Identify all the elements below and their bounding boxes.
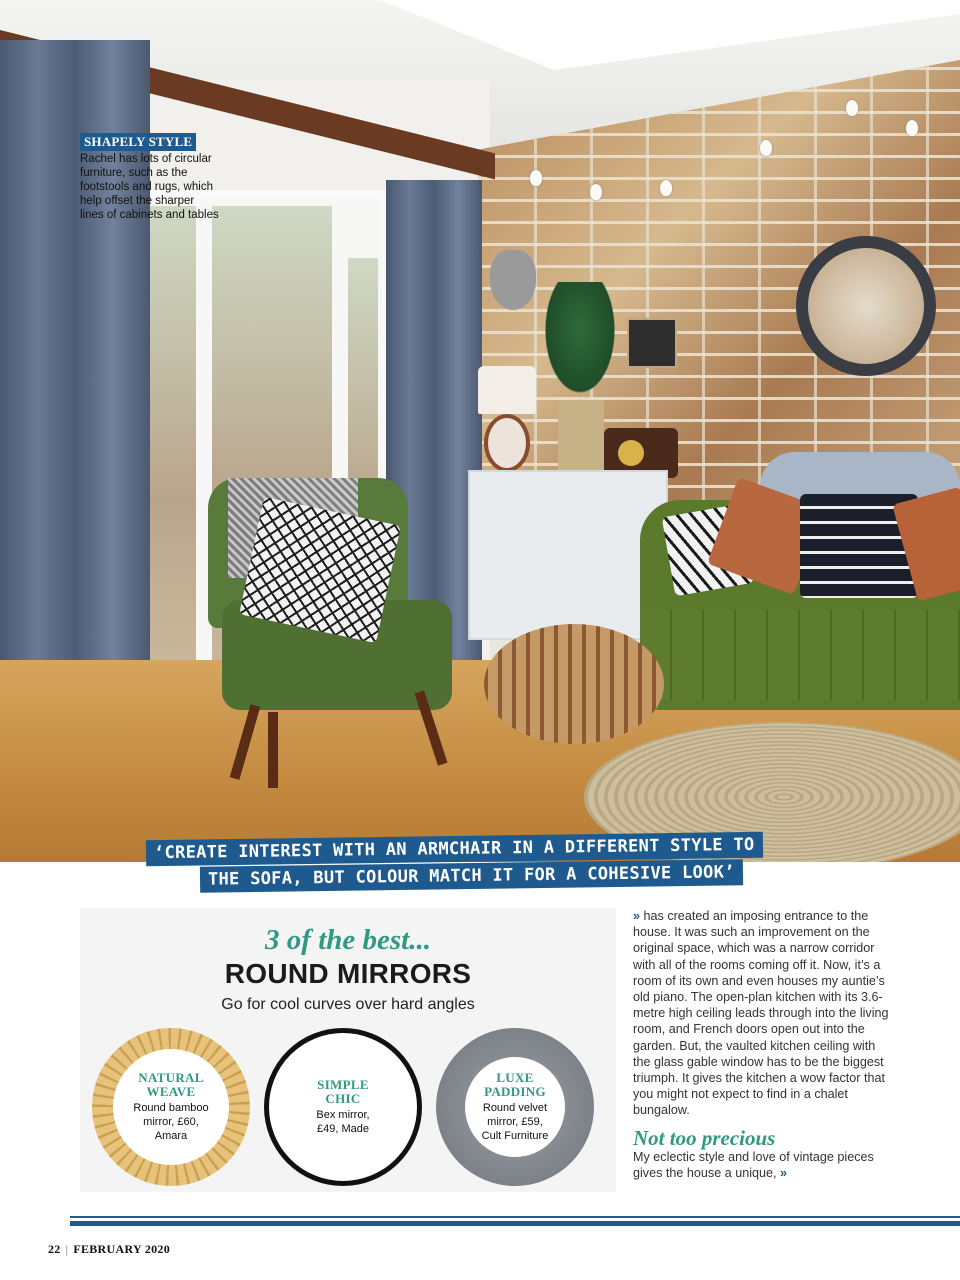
pull-quote-line-2: THE SOFA, BUT COLOUR MATCH IT FOR A COHESIVE LOOK’ (200, 859, 743, 893)
footer-rule (70, 1221, 960, 1226)
body-paragraph: » has created an imposing entrance to the house. It was such an improvement on the original space, which was a narrow corridor with all of the rooms coming off it. Now, it’s a room of its own and even houses my auntie’s old piano. The open-plan kitchen with its 3.6-metre high ceiling leads through into the living room, and French doors open out into the garden. But, the vaulted kitchen ceiling with the glass gable window has to be the biggest triumph. It gives the kitchen a wow factor that you might not expect to find in a chalet bungalow. (633, 909, 889, 1118)
issue-date: FEBRUARY 2020 (73, 1242, 171, 1256)
mirror-glass (273, 1037, 413, 1177)
double-chevron-icon: » (633, 909, 641, 923)
chair-leg (268, 712, 278, 788)
page-folio (48, 1242, 170, 1257)
product-bex-mirror (264, 1028, 422, 1186)
wall-sign (627, 318, 677, 368)
best-of-panel (80, 908, 616, 1192)
product-label: SIMPLE CHIC (317, 1077, 369, 1106)
product-velvet-mirror (436, 1028, 594, 1186)
product-description: Bex mirror, £49, Made (316, 1109, 370, 1135)
festoon-bulb (530, 170, 542, 186)
festoon-bulb (846, 100, 858, 116)
mirror-glass (465, 1057, 565, 1157)
folio-separator: | (65, 1242, 69, 1256)
best-of-kicker: 3 of the best... (265, 924, 431, 956)
best-of-title: ROUND MIRRORS (224, 958, 472, 989)
lamp-shade (478, 366, 536, 414)
lamp-base (484, 414, 530, 472)
mirror-glass (113, 1049, 229, 1165)
photo-caption (80, 133, 220, 222)
rattan-footstool (484, 624, 664, 744)
caption-heading: SHAPELY STYLE (80, 133, 196, 151)
festoon-bulb (906, 120, 918, 136)
body-paragraph: My eclectic style and love of vintage pieces gives the house a unique, » (633, 1149, 874, 1180)
article-body (633, 908, 895, 1181)
footer-rule (70, 1216, 960, 1218)
product-description: Round bamboo mirror, £60, Amara (133, 1102, 209, 1142)
plant-pot (558, 400, 604, 472)
festoon-bulb (760, 140, 772, 156)
sofa-base (640, 610, 960, 700)
pull-quote-line-1: ‘CREATE INTEREST WITH AN ARMCHAIR IN A DIFFERENT STYLE TO (146, 832, 763, 867)
festoon-bulb (660, 180, 672, 196)
product-bamboo-mirror (92, 1028, 250, 1186)
product-description: Round velvet mirror, £59, Cult Furniture (481, 1102, 549, 1142)
plant (540, 282, 620, 402)
caption-text: Rachel has lots of circular furniture, such as the footstools and rugs, which help offset the sharper lines of cabinets and tables (80, 153, 219, 221)
page-number: 22 (48, 1242, 61, 1256)
product-label: LUXE PADDING (484, 1070, 546, 1099)
double-chevron-icon: » (780, 1165, 788, 1180)
subheading: Not too precious (633, 1125, 776, 1150)
stag-head (490, 250, 536, 310)
wall-mirror (796, 236, 936, 376)
product-label: NATURAL WEAVE (138, 1070, 204, 1099)
festoon-bulb (590, 184, 602, 200)
best-of-subtitle: Go for cool curves over hard angles (221, 996, 475, 1013)
sideboard (468, 470, 668, 640)
